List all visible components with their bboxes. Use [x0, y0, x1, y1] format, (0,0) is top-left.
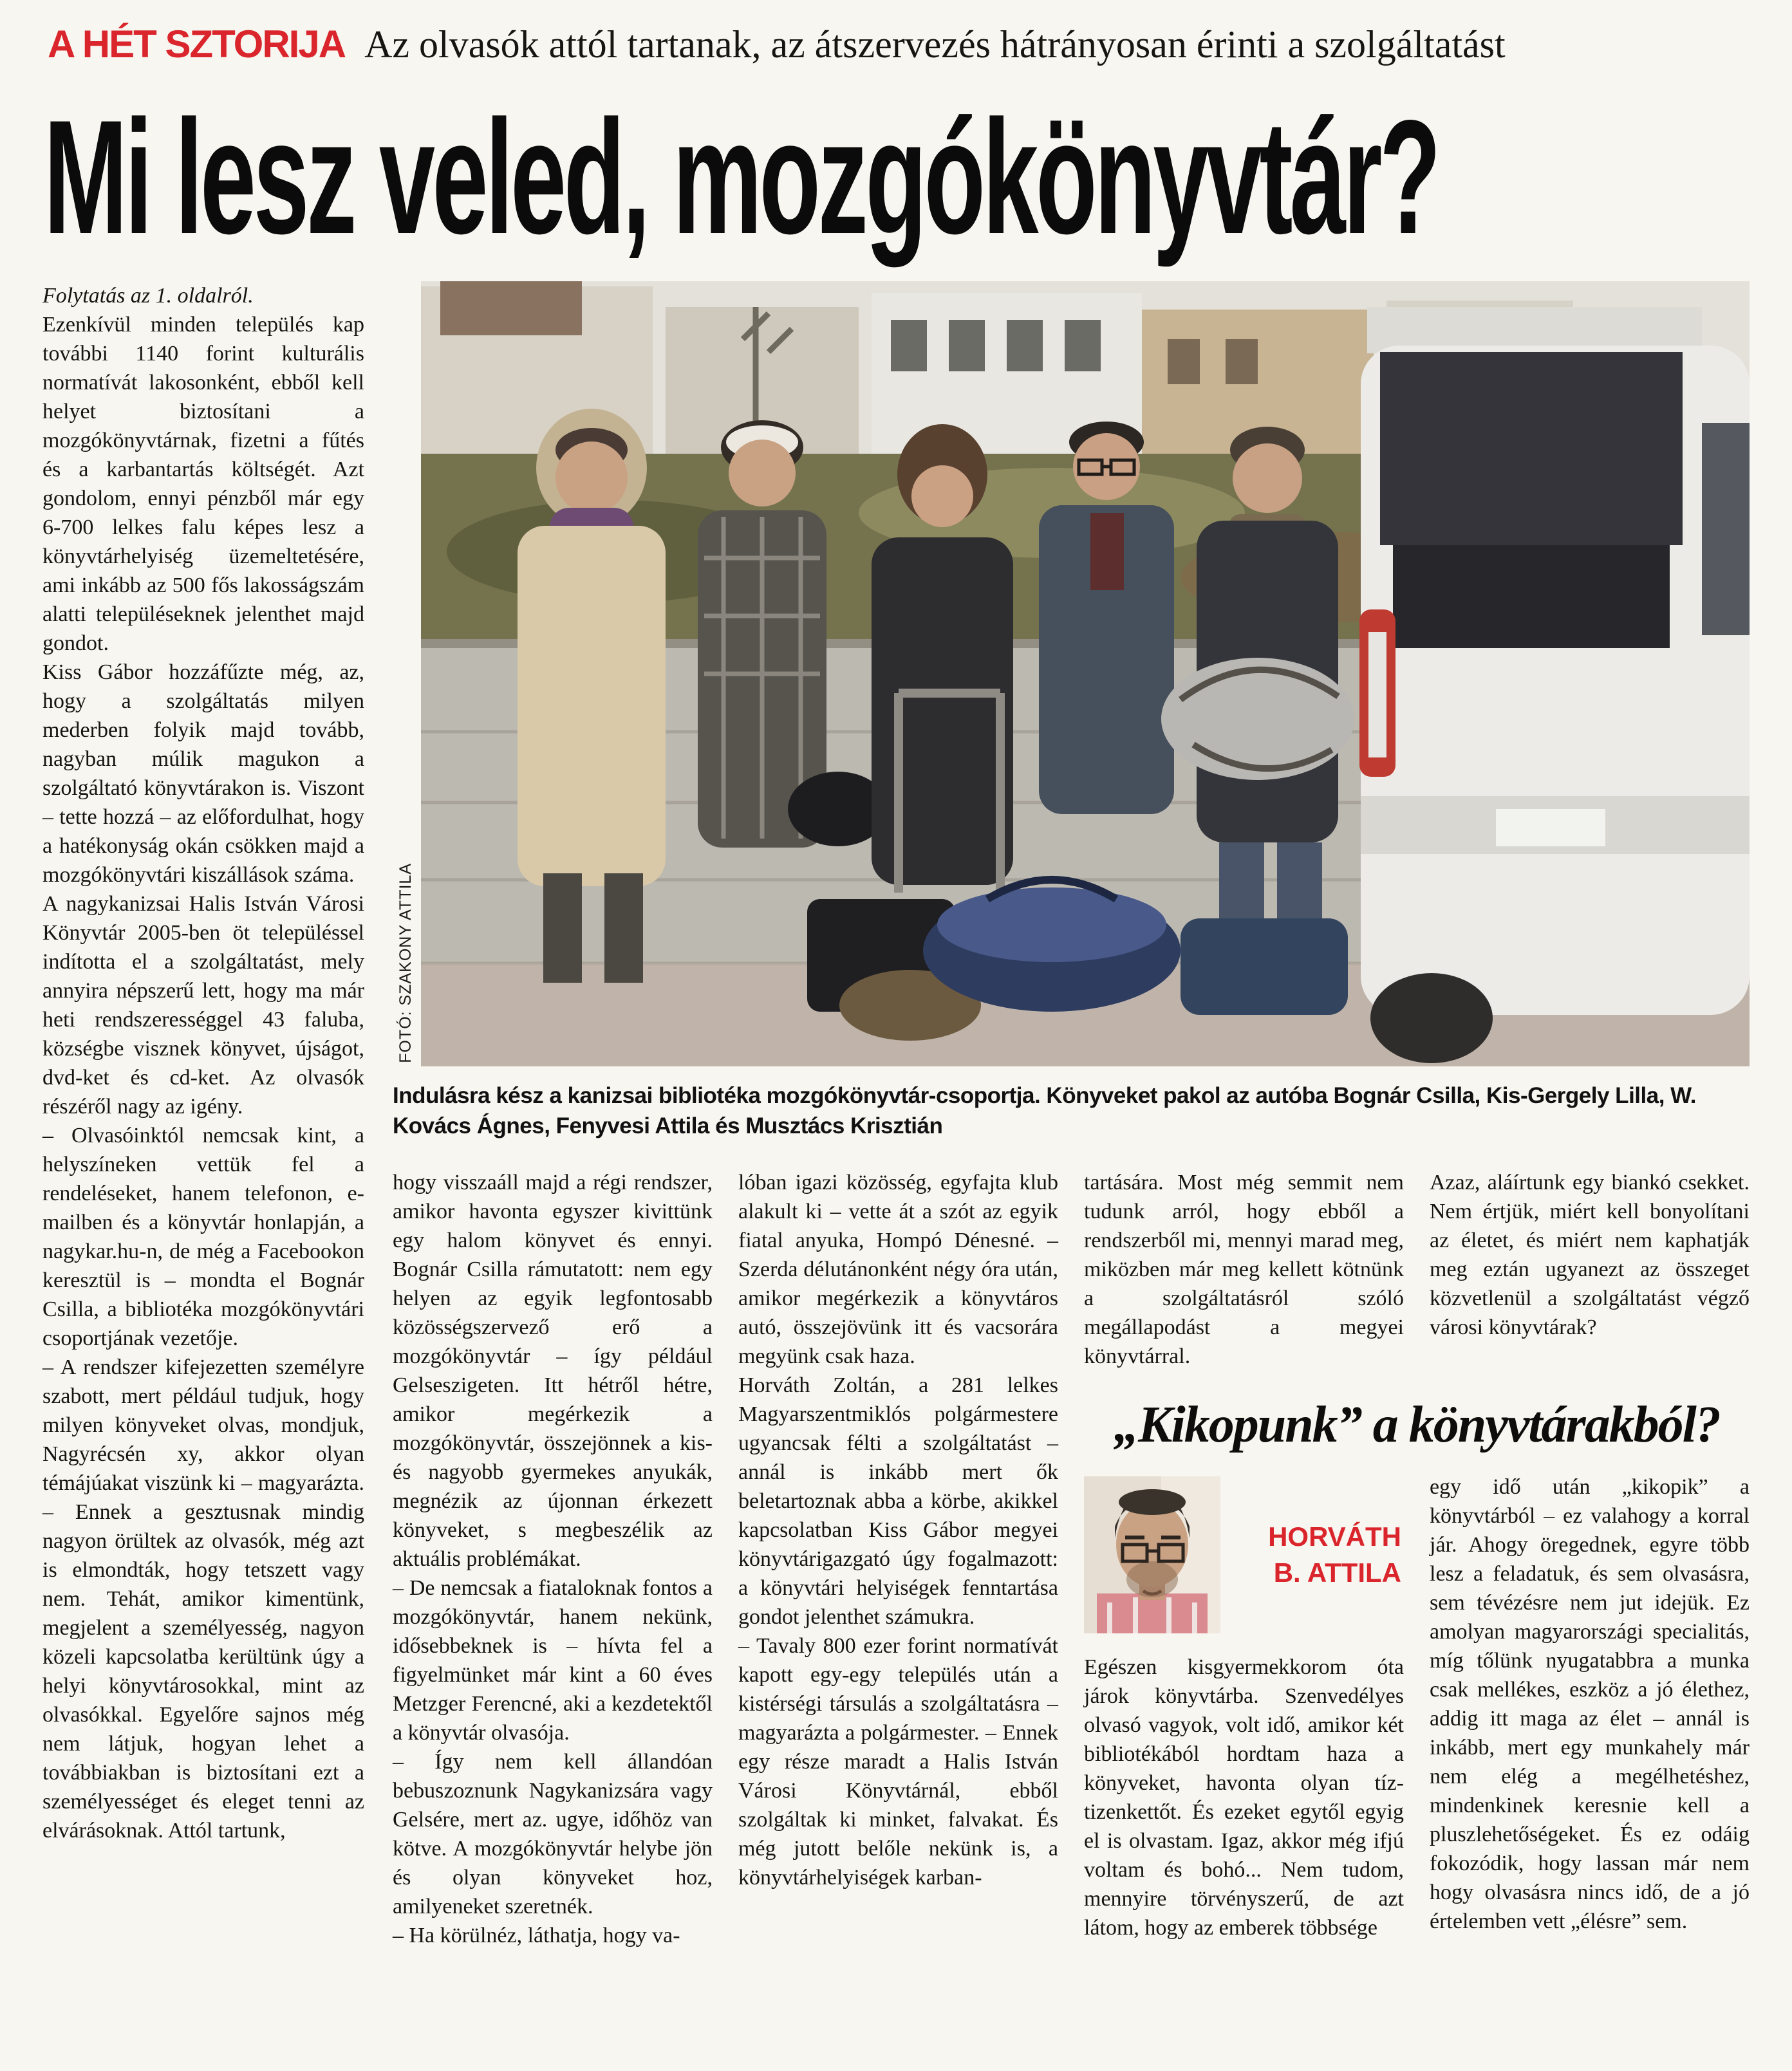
author-name: HORVÁTH B. ATTILA — [1268, 1521, 1401, 1588]
portrait-illustration — [1084, 1476, 1220, 1633]
article-right-region — [393, 281, 1750, 1950]
body-paragraph: egy idő után „kikopik” a könyvtárból – ez valahogy a korral jár. Ahogy öregednek, egyre több lesz a feladatuk, és sem olvasásra, sem tévézésre nem jut idejük. Ez amolyan magyarországi specialitás, míg tőlünk nyugatabbra a munka csak mellékes, eszköz a jó élethez, addig itt maga az élet – annál is inkább, mert egy munkahely már nem elég a megélhetéshez, mindenkinek keresnie kell a pluszlehetőségeket. És ez odáig fokozódik, hogy lassan már nem hogy olvasásra nincs idő, de a jó értelemben vett „élésre” sem. — [1430, 1475, 1750, 1934]
article-column-4-top — [1084, 1168, 1404, 1371]
article-column-5-bottom — [1430, 1472, 1750, 1942]
body-paragraph: hogy visszaáll majd a régi rendszer, amikor havonta egyszer kivittünk egy halom könyvet és ennyi. Bognár Csilla rámutatott: nem egy helyen az egyik legfontosabb közösségszervező erő a mozgókönyvtár – így például Gelseszigeten. Itt hétről hétre, amikor megérkezik a mozgókönyvtár, összejönnek a kis- és nagyobb gyermekes anyukák, megnézik az újonnan érkezett könyveket, s megbeszélik az aktuális problémákat. — [393, 1171, 713, 1572]
body-paragraph: Horváth Zoltán, a 281 lelkes Magyarszentmiklós polgármestere ugyancsak félti a szolgáltatást – annál is inkább mert ők beletartoznak abba a körbe, akikkel kapcsolatban Kiss Gábor megyei könyvtárigazgató úgy fogalmazott: a könyvtári helyiségek fenntartása gondot jelenthet számukra. — [738, 1373, 1058, 1630]
article-column-5-top — [1430, 1168, 1750, 1371]
article-column-4-bottom — [1084, 1472, 1404, 1942]
body-paragraph: – Ha körülnéz, láthatja, hogy va- — [393, 1924, 680, 1948]
body-paragraph: Azaz, aláírtunk egy biankó csekket. Nem értjük, miért kell bonyolítani az életet, és miért nem kaphatják meg eztán ugyanezt az összeget közvetlenül a szolgáltatást végző városi könyvtárak? — [1430, 1171, 1750, 1340]
body-paragraph: – A rendszer kifejezetten személyre szabott, mert például tudjuk, hogy milyen könyveket olvas, mondjuk, Nagyrécsén xy, akkor olyan témájúakat viszünk ki – magyarázta. – Ennek a gesztusnak mindig nagyon örültek az olvasók, még azt is elmondták, hogy tetszett vagy nem. Tehát, amikor kimentünk, megjelent a személyesség, nagyon közeli kapcsolatba kerültünk úgy a helyi könyvtárosokkal, mint az olvasókkal. Egyelőre sajnos még nem látjuk, hogyan lehet a továbbiakban is biztosítani ezt a személyességet és eleget tenni az elvárásoknak. Attól tartunk, — [42, 1355, 364, 1843]
body-paragraph: A nagykanizsai Halis István Városi Könyvtár 2005-ben öt településsel indította el a szolgáltatást, mely annyira népszerű lett, hogy ma már heti rendszerességgel 43 faluba, községbe visznek könyvet, újságot, dvd-ket és cd-ket. Az olvasók részéről nagy az igény. — [42, 892, 364, 1119]
continuation-note: Folytatás az 1. oldalról. — [42, 284, 254, 308]
body-paragraph: lóban igazi közösség, egyfajta klub alakult ki – vette át a szót az egyik fiatal anyuka, Hompó Dénesné. – Szerda délutánonként négy óra után, amikor megérkezik a könyvtáros autó, összejövünk itt és vacsorára megyünk csak haza. — [738, 1171, 1058, 1369]
sub-headline: „Kikopunk” a könyvtárakból? — [1114, 1397, 1720, 1454]
kicker-subtitle: Az olvasók attól tartanak, az átszervezés hátrányosan érinti a szolgáltatást — [364, 23, 1506, 66]
author-block — [1084, 1476, 1404, 1633]
photo-credit: FOTÓ: SZAKONY ATTILA — [397, 862, 415, 1063]
article-column-2 — [393, 1168, 713, 1950]
photo-block — [393, 281, 1750, 1066]
article-column-3 — [738, 1168, 1058, 1950]
photo-caption: Indulásra kész a kanizsai bibliotéka mozgókönyvtár-csoportja. Könyveket pakol az autóba Bognár Csilla, Kis-Gergely Lilla, W. Kovács Ágnes, Fenyvesi Attila és Musztács Krisztián — [393, 1083, 1696, 1139]
photo-illustration — [421, 281, 1750, 1066]
columns-4-5-bottom — [1084, 1472, 1750, 1942]
news-photo — [421, 281, 1750, 1066]
body-paragraph: – De nemcsak a fiataloknak fontos a mozgókönyvtár, hanem nekünk, idősebbeknek is – hívta fel a figyelmünket már kint a 60 éves Metzger Ferencné, aki a kezdetektől a könyvtár olvasója. — [393, 1576, 713, 1745]
kicker — [48, 22, 1750, 67]
author-portrait — [1084, 1476, 1220, 1633]
article-body — [42, 281, 1750, 1950]
kicker-label: A HÉT SZTORIJA — [48, 23, 346, 66]
article-columns-4-5 — [1084, 1168, 1750, 1950]
body-paragraph: – Így nem kell állandóan bebuszoznunk Nagykanizsára vagy Gelsére, mert az. ugye, időhöz van kötve. A mozgókönyvtár helybe jön és olyan könyveket hoz, amilyeneket szeretnék. — [393, 1750, 713, 1919]
body-paragraph: – Olvasóinktól nemcsak kint, a helyszíneken vettük fel a rendeléseket, hanem telefonon, e-mailben és a könyvtár honlapján, a nagykar.hu-n, de még a Facebookon keresztül is – mondta el Bognár Csilla, a bibliotéka mozgókönyvtári csoportjának vezetője. — [42, 1124, 364, 1351]
columns-4-5-top — [1084, 1168, 1750, 1371]
page-title: Mi lesz veled, mozgókönyvtár? — [44, 87, 1439, 268]
body-paragraph: Kiss Gábor hozzáfűzte még, az, hogy a szolgáltatás milyen mederben folyik majd tovább, nagyban múlik magukon a szolgáltató könyvtárakon is. Viszont – tette hozzá – az előfordulhat, hogy a hatékonyság okán csökken majd a mozgókönyvtári kiszállások száma. — [42, 660, 364, 887]
body-paragraph: – Tavaly 800 ezer forint normatívát kapott egy-egy település után a kistérségi társulás a szolgáltatásra – magyarázta a polgármester. – Ennek egy része maradt a Halis István Városi Könyvtárnál, ebből szolgáltak ki minket, falvakat. És még jutott belőle nekünk is, a könyvtárhelyiségek karban- — [738, 1634, 1058, 1890]
body-paragraph: Ezenkívül minden település kap további 1140 forint kulturális normatívát lakosonként, ebből kell helyet biztosítani a mozgókönyvtárnak, fizetni a fűtés és a karbantartás költségét. Azt gondolom, ennyi pénzből már egy 6-700 lelkes falu képes lesz a könyvtárhelyiség üzemeltetésére, ami inkább az 500 fős lakosságszám alatti településeknek jelenthet majd gondot. — [42, 313, 364, 656]
body-paragraph: tartására. Most még semmit nem tudunk arról, hogy ebből a rendszerből mi, mennyi marad meg, miközben már meg kellett kötnünk a szolgáltatásról szóló megállapodást a megyei könyvtárral. — [1084, 1171, 1404, 1369]
lower-columns — [393, 1168, 1750, 1950]
article-column-1 — [42, 281, 364, 1950]
body-paragraph: Egészen kisgyermekkorom óta járok könyvtárba. Szenvedélyes olvasó vagyok, volt idő, amikor két bibliotékából hordtam haza a könyveket, havonta olyan tíz-tizenkettőt. És ezeket egytől egyig el is olvastam. Igaz, akkor még ifjú voltam és bohó... Nem tudom, mennyire törvényszerű, de azt látom, hogy az emberek többsége — [1084, 1655, 1404, 1940]
